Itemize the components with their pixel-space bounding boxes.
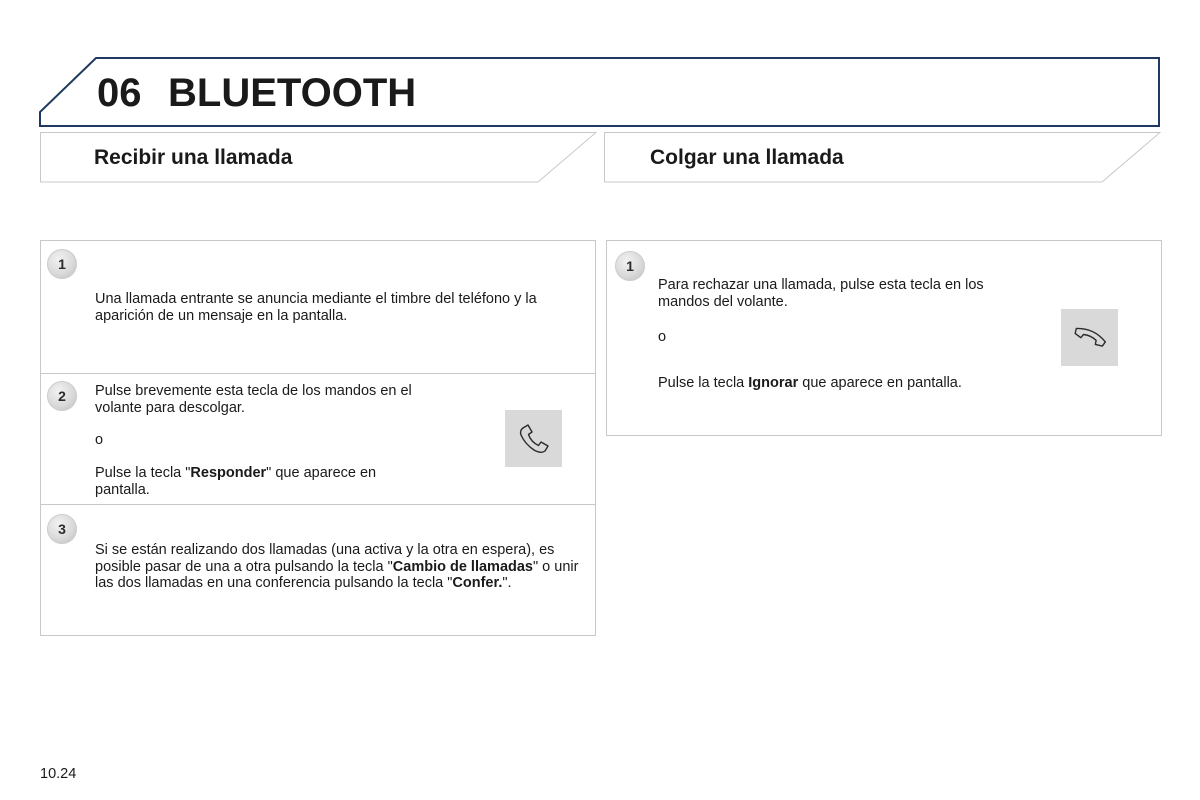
hangup-call-panel: [606, 240, 1162, 436]
step-row: [41, 373, 595, 504]
chapter-number: 06: [97, 71, 142, 115]
step-badge: 1: [615, 251, 645, 281]
softkey-label-confer: Confer.: [452, 575, 503, 591]
step-text: Una llamada entrante se anuncia mediante el timbre del teléfono y la aparición de un mensaje en la pantalla.: [95, 291, 537, 324]
step-badge: 3: [47, 514, 77, 544]
receive-call-panel: [40, 240, 596, 636]
chapter-header: [0, 0, 1200, 135]
step-row: [41, 504, 595, 635]
phone-answer-icon: [516, 421, 552, 457]
page-number: 10.24: [40, 766, 77, 782]
section-header-hangup: [604, 132, 1161, 183]
section-header-receive: [40, 132, 597, 183]
phone-hangup-icon: [1070, 323, 1110, 353]
step-row: [41, 241, 595, 373]
step-badge: 1: [47, 249, 77, 279]
steering-wheel-key: [1061, 309, 1118, 366]
step-or-text: o: [658, 329, 667, 345]
section-title-receive: Recibir una llamada: [94, 146, 293, 169]
step-row: [607, 241, 1161, 435]
step-text: Si se están realizando dos llamadas (una activa y la otra en espera), es posible pasar de una a otra pulsando la tecla "Cambio de llamadas" o unir las dos llamadas en una conferencia pulsando la tecla "Confer.".: [95, 542, 579, 591]
softkey-label-responder: Responder: [190, 465, 267, 481]
softkey-label-ignorar: Ignorar: [748, 375, 799, 391]
section-title-hangup: Colgar una llamada: [650, 146, 844, 169]
step-badge: 2: [47, 381, 77, 411]
chapter-title: BLUETOOTH: [168, 71, 417, 115]
step-text: Pulse la tecla Ignorar que aparece en pantalla.: [658, 375, 962, 391]
step-text: Para rechazar una llamada, pulse esta tecla en los mandos del volante.: [658, 277, 984, 310]
step-or-text: o: [95, 432, 104, 448]
softkey-label-cambio: Cambio de llamadas: [392, 558, 533, 575]
steering-wheel-key: [505, 410, 562, 467]
step-text: Pulse brevemente esta tecla de los mandos en el volante para descolgar.: [95, 383, 412, 416]
step-text: Pulse la tecla "Responder" que aparece en pantalla.: [95, 465, 377, 498]
